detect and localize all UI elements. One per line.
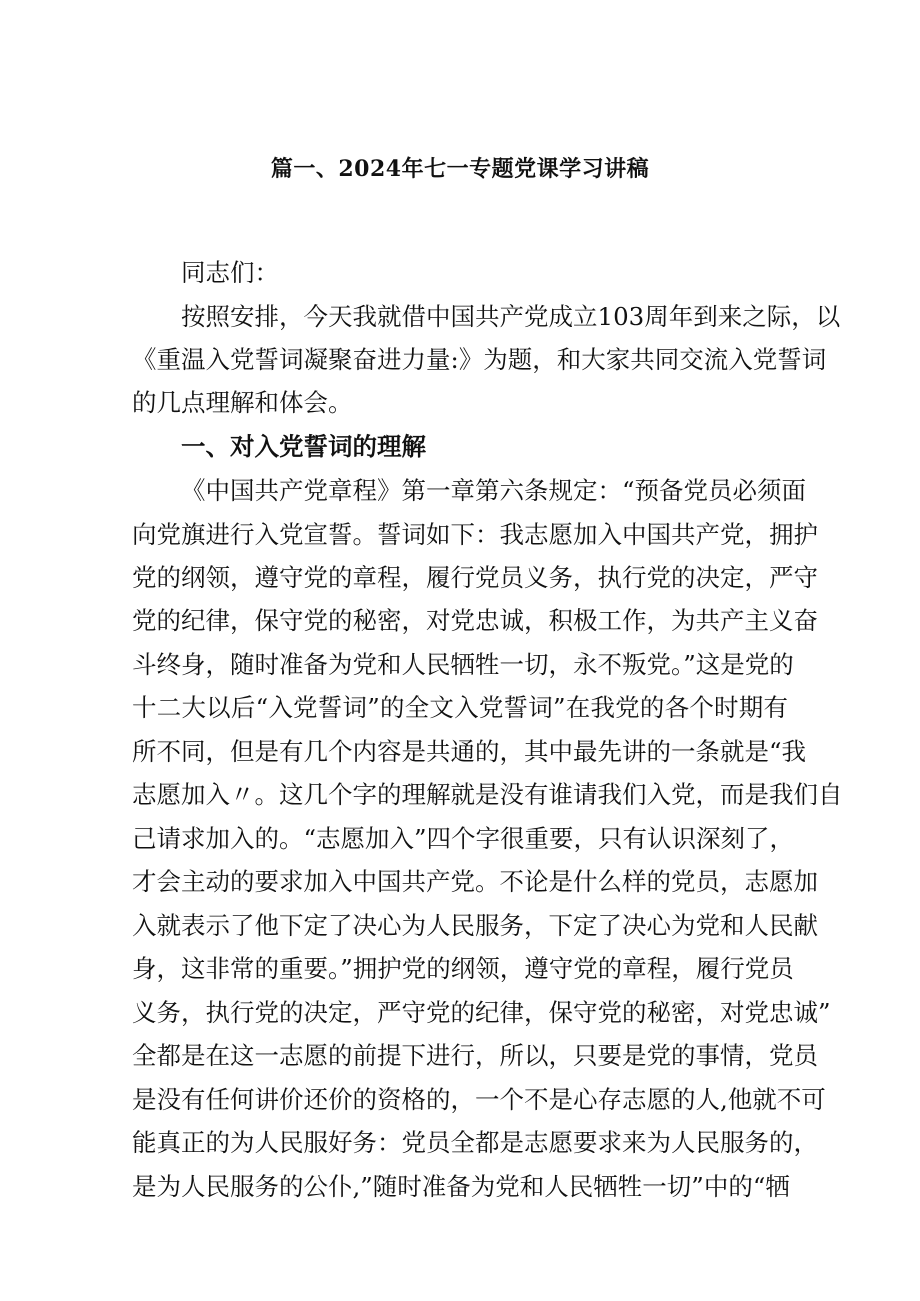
paragraph-line: 斗终身，随时准备为党和人民牺牲一切，永不叛党。”这是党的 xyxy=(132,650,794,679)
paragraph-line: 的几点理解和体会。 xyxy=(132,388,353,417)
paragraph-line: 身，这非常的重要。”拥护党的纲领，遵守党的章程，履行党员 xyxy=(132,954,794,983)
paragraph-line: 义务，执行党的决定，严守党的纪律，保守党的秘密，对党忠诚” xyxy=(132,998,831,1027)
paragraph-line: 党的纪律，保守党的秘密，对党忠诚，积极工作，为共产主义奋 xyxy=(132,606,818,635)
paragraph-line: 向党旗进行入党宣誓。誓词如下：我志愿加入中国共产党，拥护 xyxy=(132,520,818,549)
section-heading: 一、对入党誓词的理解 xyxy=(181,432,426,461)
document-title: 篇一、2024年七一专题党课学习讲稿 xyxy=(270,156,650,182)
paragraph-line: 十二大以后“入党誓词”的全文入党誓词”在我党的各个时期有 xyxy=(132,693,788,722)
paragraph-line: 才会主动的要求加入中国共产党。不论是什么样的党员，志愿加 xyxy=(132,867,818,896)
paragraph-line: 《中国共产党章程》第一章第六条规定：“预备党员必须面 xyxy=(181,476,807,505)
paragraph-line: 《重温入党誓词凝聚奋进力量:》为题，和大家共同交流入党誓词 xyxy=(132,345,827,374)
paragraph-line: 是为人民服务的公仆,”随时准备为党和人民牺牲一切”中的“牺 xyxy=(132,1172,790,1201)
paragraph-line: 所不同，但是有几个内容是共通的，其中最先讲的一条就是“我 xyxy=(132,737,807,766)
paragraph-line: 能真正的为人民服好务：党员全都是志愿要求来为人民服务的， xyxy=(132,1128,818,1157)
paragraph-line: 全都是在这一志愿的前提下进行，所以，只要是党的事情，党员 xyxy=(132,1041,818,1070)
paragraph-line: 是没有任何讲价还价的资格的，一个不是心存志愿的人,他就不可 xyxy=(132,1085,826,1114)
paragraph-line: 党的纲领，遵守党的章程，履行党员义务，执行党的决定，严守 xyxy=(132,563,818,592)
salutation: 同志们： xyxy=(181,258,279,287)
paragraph-line: 按照安排，今天我就借中国共产党成立103周年到来之际，以 xyxy=(181,302,841,331)
paragraph-line: 志愿加入〃。这几个字的理解就是没有谁请我们入党，而是我们自 xyxy=(132,780,843,809)
paragraph-line: 入就表示了他下定了决心为人民服务，下定了决心为党和人民献 xyxy=(132,911,818,940)
paragraph-line: 己请求加入的。“志愿加入”四个字很重要，只有认识深刻了， xyxy=(132,824,795,853)
